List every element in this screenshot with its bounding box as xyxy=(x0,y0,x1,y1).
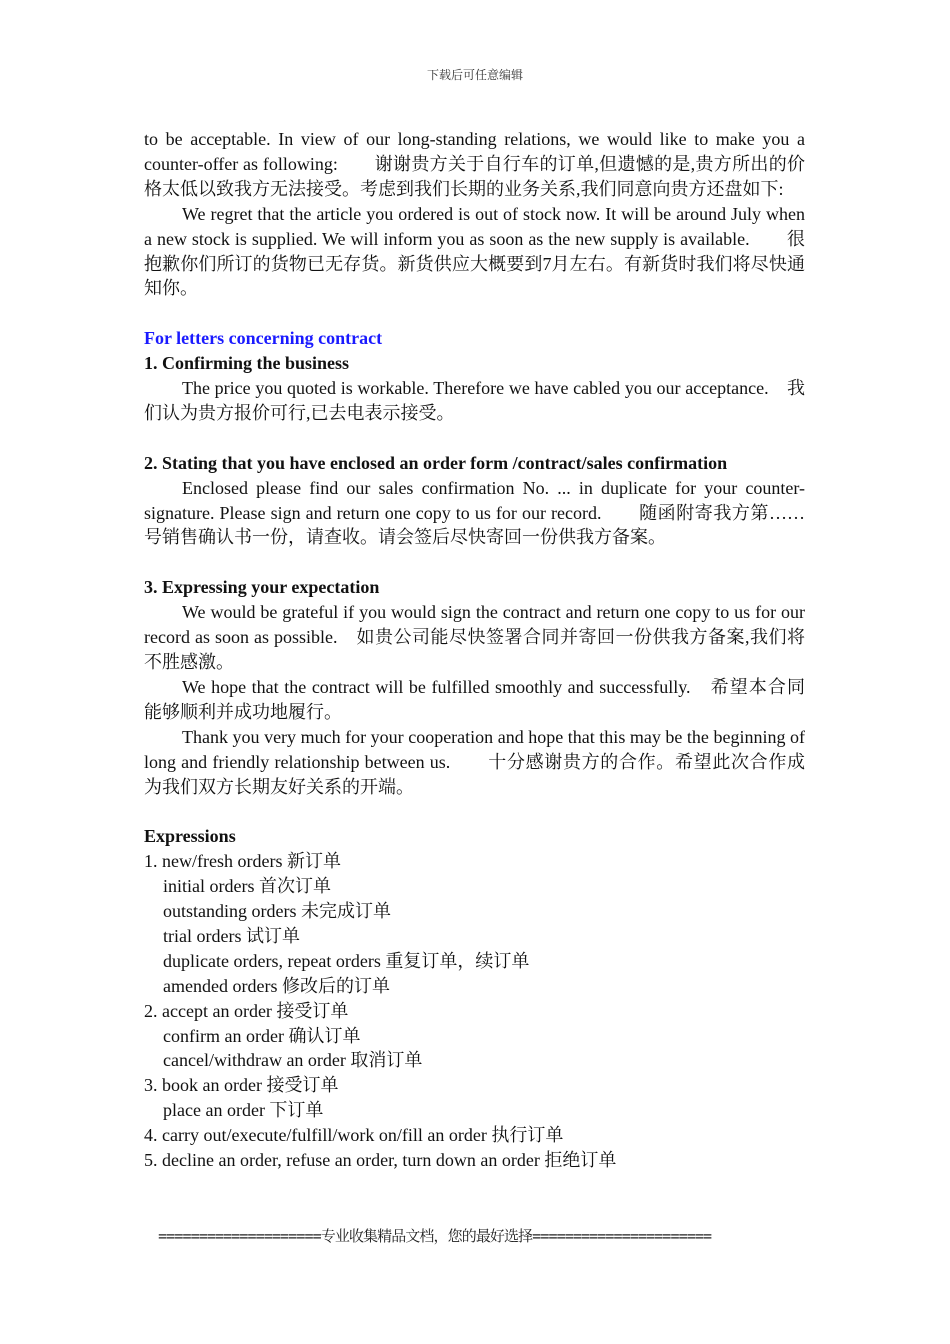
expression-item-3a: place an order 下订单 xyxy=(163,1100,324,1121)
expression-item-3: 3. book an order 接受订单 xyxy=(144,1075,339,1096)
expression-item-2a: confirm an order 确认订单 xyxy=(163,1025,361,1046)
intro-paragraph-1: to be acceptable. In view of our long-standing relations, we would like to make you a counter-offer as following: 谢谢贵方关于自行车的订单,但遗憾的是,贵方所出的价格太低以致我方无法接受。考虑到我们长期的业务关系,我们同意向贵方还盘如下: xyxy=(144,129,805,199)
expression-item-2: 2. accept an order 接受订单 xyxy=(144,1000,349,1021)
paragraph-enclosed-order-form: Enclosed please find our sales confirmation No. ... in duplicate for your counter-signature. Please sign and return one copy to us for our record. 随函附寄我方第……号销售确认书一份，请查收。请会签后尽快寄回一份供我方备案。 xyxy=(144,477,805,548)
spacer xyxy=(144,550,805,575)
expression-item-1e: amended orders 修改后的订单 xyxy=(163,975,390,996)
spacer xyxy=(144,301,805,326)
heading-confirming-business: 1. Confirming the business xyxy=(144,353,350,374)
expression-item-1d: duplicate orders, repeat orders 重复订单，续订单 xyxy=(163,950,530,971)
expression-item-1c: trial orders 试订单 xyxy=(163,925,300,946)
page-header: 下载后可任意编辑 xyxy=(426,68,523,82)
section-title-contract: For letters concerning contract xyxy=(144,328,383,349)
paragraph-expectation-3: Thank you very much for your cooperation and hope that this may be the beginning of long and friendly relationship between us. 十分感谢贵方的合作。希望此次合作成为我们双方长期友好关系的开端。 xyxy=(144,726,805,797)
heading-expressing-expectation: 3. Expressing your expectation xyxy=(144,577,380,598)
expression-item-4: 4. carry out/execute/fulfill/work on/fill an order 执行订单 xyxy=(144,1125,564,1146)
heading-expressions: Expressions xyxy=(144,826,236,847)
document-body xyxy=(144,127,805,1173)
page-footer: ====================专业收集精品文档，您的最好选择====================== xyxy=(144,1227,712,1245)
heading-enclosed-order-form: 2. Stating that you have enclosed an order form /contract/sales confirmation xyxy=(144,452,728,473)
spacer xyxy=(144,426,805,451)
paragraph-expectation-2: We hope that the contract will be fulfilled smoothly and successfully. 希望本合同能够顺利并成功地履行。 xyxy=(144,676,805,722)
expression-item-1b: outstanding orders 未完成订单 xyxy=(163,901,391,922)
expression-item-2b: cancel/withdraw an order 取消订单 xyxy=(163,1050,423,1071)
expression-item-1: 1. new/fresh orders 新订单 xyxy=(144,851,341,872)
spacer xyxy=(144,799,805,824)
expression-item-5: 5. decline an order, refuse an order, turn down an order 拒绝订单 xyxy=(144,1150,617,1171)
intro-paragraph-2: We regret that the article you ordered is out of stock now. It will be around July when a new stock is supplied. We will inform you as soon as the new supply is available. 很抱歉你们所订的货物已无存货。新货供应大概要到7月左右。有新货时我们将尽快通知你。 xyxy=(144,203,805,299)
expression-item-1a: initial orders 首次订单 xyxy=(163,876,331,897)
paragraph-confirming-business: The price you quoted is workable. Therefore we have cabled you our acceptance. 我们认为贵方报价可行,已去电表示接受。 xyxy=(144,378,805,423)
paragraph-expectation-1: We would be grateful if you would sign the contract and return one copy to us for our record as soon as possible. 如贵公司能尽快签署合同并寄回一份供我方备案,我们将不胜感激。 xyxy=(144,602,805,672)
